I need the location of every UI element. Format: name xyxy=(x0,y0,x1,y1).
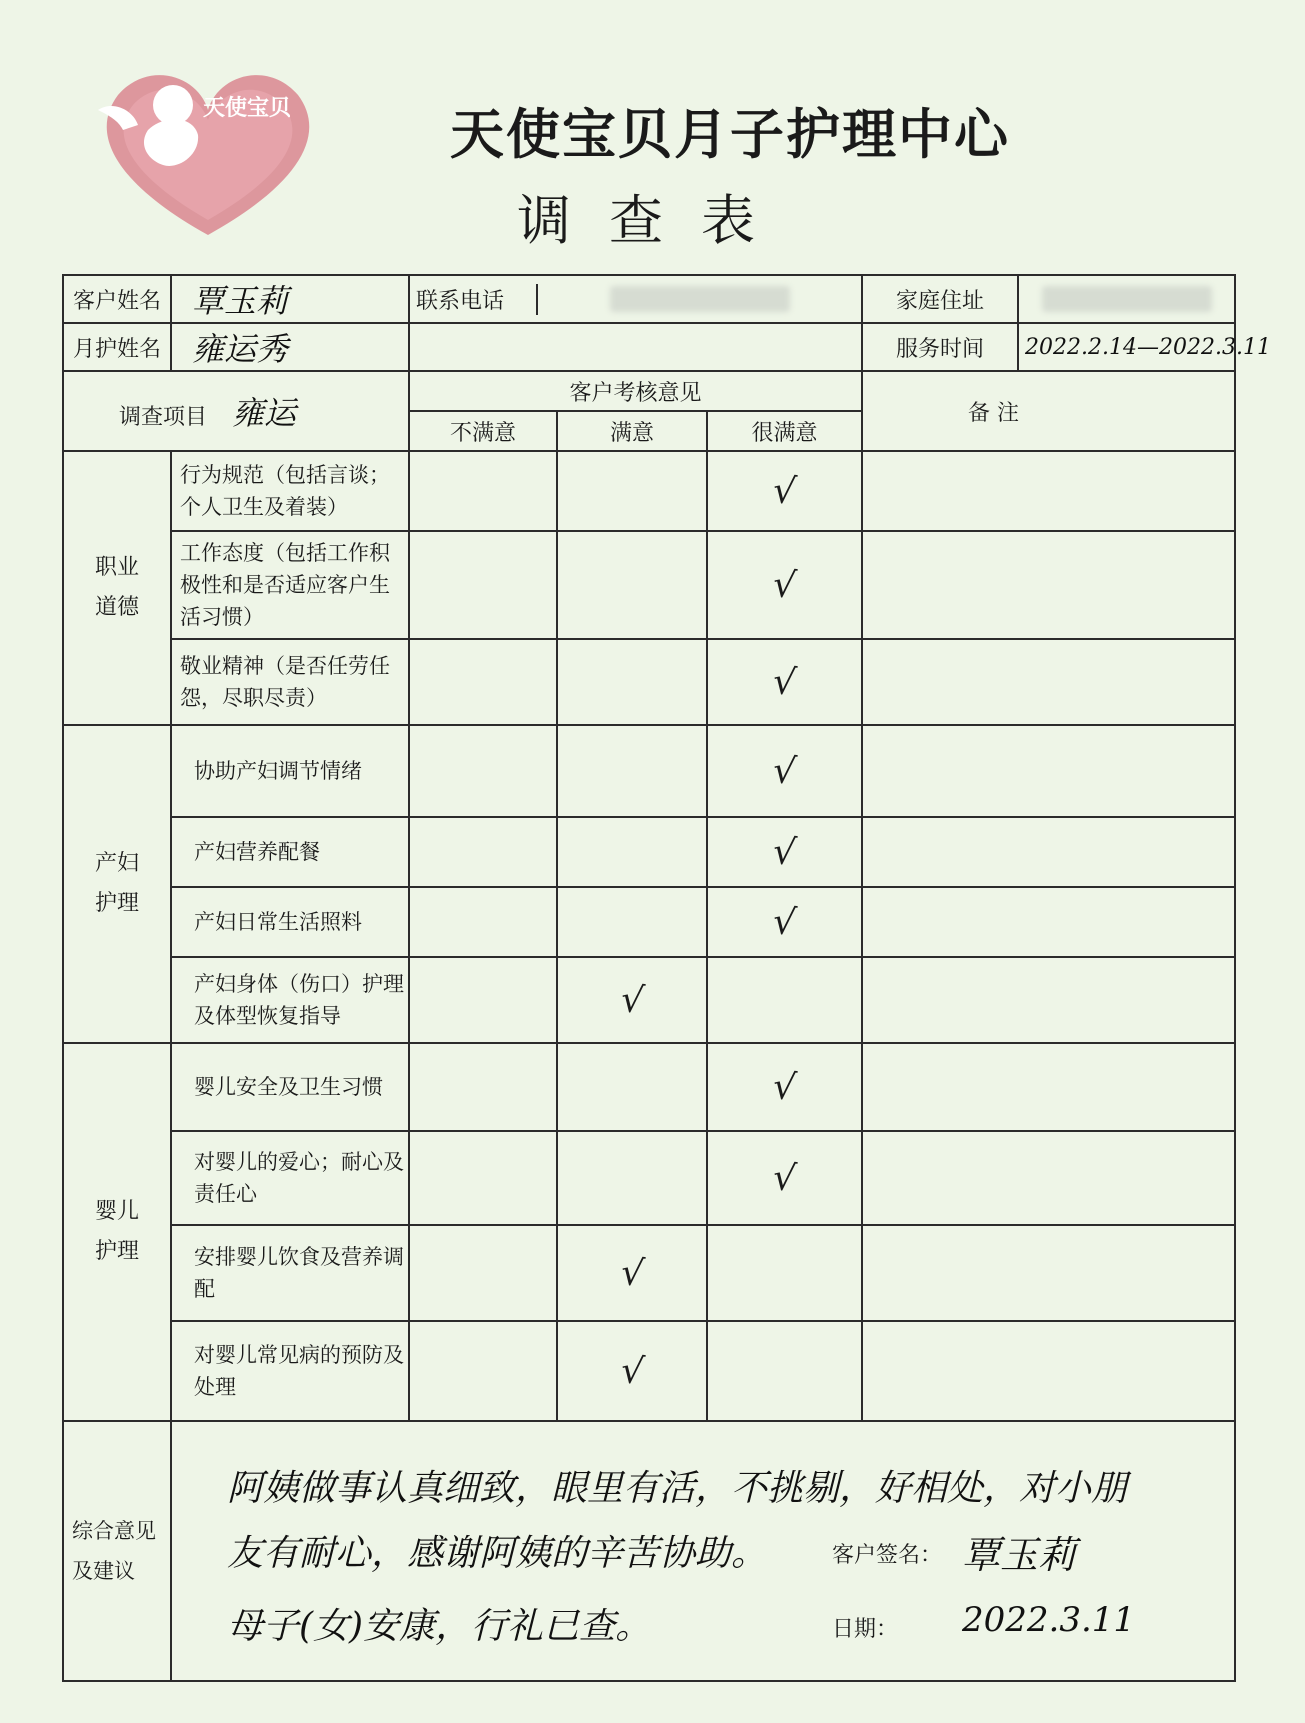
table-row xyxy=(63,1043,1235,1131)
cell-very-satisfied xyxy=(707,957,862,1043)
item-text: 安排婴儿饮食及营养调配 xyxy=(171,1225,409,1321)
check-mark-icon: √ xyxy=(770,1156,799,1200)
summary-row xyxy=(63,1421,1235,1681)
summary-line-3: 母子(女)安康，行礼已查。 xyxy=(227,1606,652,1647)
signature-value: 覃玉莉 xyxy=(962,1533,1077,1577)
cell-unsatisfied xyxy=(409,1043,557,1131)
nurse-name-value: 雍运秀 xyxy=(171,323,409,371)
cell-very-satisfied xyxy=(707,531,862,639)
col-satisfied: 满意 xyxy=(557,411,707,451)
service-time-value: 2022.2.14—2022.3.11 xyxy=(1018,323,1235,371)
cell-satisfied xyxy=(557,887,707,957)
check-mark-icon: √ xyxy=(770,900,799,944)
page-subtitle: 调查表 xyxy=(517,189,793,252)
cell-unsatisfied xyxy=(409,531,557,639)
cell-very-satisfied xyxy=(707,817,862,887)
cell-remarks xyxy=(862,531,1235,639)
cell-very-satisfied xyxy=(707,451,862,531)
cell-satisfied xyxy=(557,725,707,817)
cell-very-satisfied xyxy=(707,1043,862,1131)
date-value: 2022.3.11 xyxy=(962,1600,1136,1640)
cell-remarks xyxy=(862,639,1235,725)
info-row-1 xyxy=(63,275,1235,323)
cell-unsatisfied xyxy=(409,887,557,957)
phone-value-redacted xyxy=(537,284,861,315)
table-row xyxy=(63,451,1235,531)
cell-unsatisfied xyxy=(409,1225,557,1321)
survey-item-handwritten: 雍运 xyxy=(232,394,297,432)
check-mark-icon: √ xyxy=(770,749,799,793)
table-row xyxy=(63,725,1235,817)
phone-label: 联系电话 xyxy=(410,284,537,315)
service-time-label: 服务时间 xyxy=(862,323,1018,371)
check-mark-icon: √ xyxy=(770,469,799,513)
address-value-redacted xyxy=(1018,275,1235,323)
cell-satisfied xyxy=(557,531,707,639)
check-mark-icon: √ xyxy=(618,978,646,1022)
cell-unsatisfied xyxy=(409,957,557,1043)
check-mark-icon: √ xyxy=(770,660,799,704)
cell-remarks xyxy=(862,1043,1235,1131)
cell-remarks xyxy=(862,725,1235,817)
cell-satisfied xyxy=(557,1043,707,1131)
header-row-1 xyxy=(63,371,1235,411)
cell-remarks xyxy=(862,1321,1235,1421)
cell-very-satisfied xyxy=(707,1225,862,1321)
cell-remarks xyxy=(862,887,1235,957)
summary-content xyxy=(171,1421,1235,1681)
col-very-satisfied: 很满意 xyxy=(707,411,862,451)
cell-satisfied xyxy=(557,957,707,1043)
cell-unsatisfied xyxy=(409,1131,557,1225)
cell-very-satisfied xyxy=(707,887,862,957)
cell-remarks xyxy=(862,1225,1235,1321)
item-text: 婴儿安全及卫生习惯 xyxy=(171,1043,409,1131)
table-row xyxy=(63,887,1235,957)
cell-satisfied xyxy=(557,451,707,531)
item-text: 行为规范（包括言谈；个人卫生及着装） xyxy=(171,451,409,531)
cell-remarks xyxy=(862,817,1235,887)
date-label: 日期： xyxy=(832,1617,899,1642)
logo-text: 天使宝贝 xyxy=(203,95,292,120)
survey-item-header: 调查项目 雍运 xyxy=(63,371,409,451)
table-row xyxy=(63,1225,1235,1321)
cell-very-satisfied xyxy=(707,1321,862,1421)
heart-logo xyxy=(78,55,338,245)
table-row xyxy=(63,1131,1235,1225)
cell-satisfied xyxy=(557,1131,707,1225)
item-text: 对婴儿的爱心；耐心及责任心 xyxy=(171,1131,409,1225)
check-mark-icon: √ xyxy=(770,830,799,874)
address-label: 家庭住址 xyxy=(862,275,1018,323)
cell-remarks xyxy=(862,451,1235,531)
check-mark-icon: √ xyxy=(770,1065,799,1109)
customer-name-value: 覃玉莉 xyxy=(171,275,409,323)
cell-remarks xyxy=(862,957,1235,1043)
cell-satisfied xyxy=(557,1321,707,1421)
cell-satisfied xyxy=(557,817,707,887)
table-row xyxy=(63,639,1235,725)
table-row xyxy=(63,817,1235,887)
item-text: 工作态度（包括工作积极性和是否适应客户生活习惯） xyxy=(171,531,409,639)
col-unsatisfied: 不满意 xyxy=(409,411,557,451)
cell-satisfied xyxy=(557,1225,707,1321)
item-text: 敬业精神（是否任劳任怨，尽职尽责） xyxy=(171,639,409,725)
signature-label: 客户签名： xyxy=(832,1543,943,1568)
category-maternal-care: 产妇 护理 xyxy=(63,725,171,1043)
cell-unsatisfied xyxy=(409,1321,557,1421)
cell-very-satisfied xyxy=(707,639,862,725)
cell-satisfied xyxy=(557,639,707,725)
page-title: 天使宝贝月子护理中心 xyxy=(450,103,1010,166)
item-text: 对婴儿常见病的预防及处理 xyxy=(171,1321,409,1421)
cell-unsatisfied xyxy=(409,817,557,887)
nurse-name-label: 月护姓名 xyxy=(63,323,171,371)
survey-form xyxy=(62,274,1271,1682)
cell-unsatisfied xyxy=(409,639,557,725)
empty-cell xyxy=(409,323,862,371)
item-text: 产妇日常生活照料 xyxy=(171,887,409,957)
check-mark-icon: √ xyxy=(618,1349,646,1393)
category-ethics: 职业 道德 xyxy=(63,451,171,725)
info-row-2 xyxy=(63,323,1235,371)
item-text: 产妇营养配餐 xyxy=(171,817,409,887)
customer-name-label: 客户姓名 xyxy=(63,275,171,323)
table-row xyxy=(63,957,1235,1043)
summary-line-2: 友有耐心，感谢阿姨的辛苦协助。 xyxy=(227,1533,768,1574)
cell-unsatisfied xyxy=(409,451,557,531)
table-row xyxy=(63,1321,1235,1421)
cell-very-satisfied xyxy=(707,1131,862,1225)
summary-label: 综合意见 及建议 xyxy=(63,1421,171,1681)
item-text: 产妇身体（伤口）护理及体型恢复指导 xyxy=(171,957,409,1043)
cell-very-satisfied xyxy=(707,725,862,817)
category-infant-care: 婴儿 护理 xyxy=(63,1043,171,1421)
cell-remarks xyxy=(862,1131,1235,1225)
opinion-header: 客户考核意见 xyxy=(409,371,862,411)
check-mark-icon: √ xyxy=(618,1251,646,1295)
remarks-header: 备 注 xyxy=(862,371,1235,451)
cell-unsatisfied xyxy=(409,725,557,817)
check-mark-icon: √ xyxy=(770,563,799,607)
phone-cell xyxy=(409,275,862,323)
summary-line-1: 阿姨做事认真细致，眼里有活，不挑剔，好相处，对小朋 xyxy=(227,1468,1128,1509)
table-row xyxy=(63,531,1235,639)
item-text: 协助产妇调节情绪 xyxy=(171,725,409,817)
